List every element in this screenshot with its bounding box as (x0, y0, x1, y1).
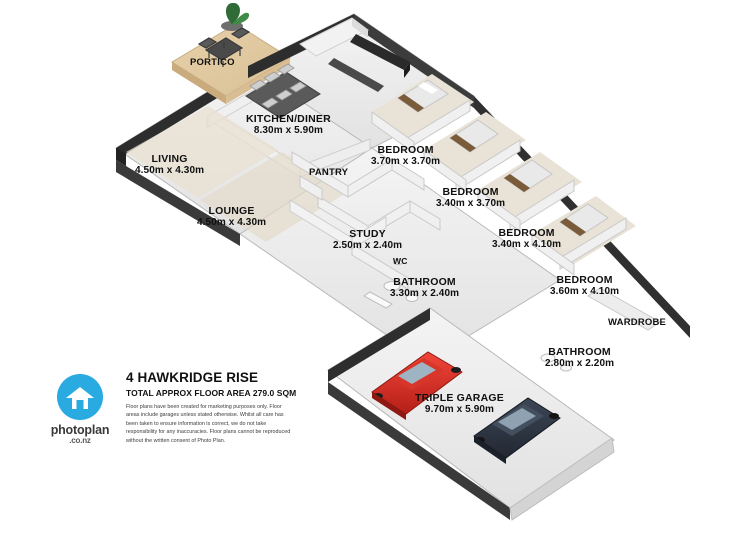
room-name: LIVING (151, 153, 188, 165)
room-dimensions: 2.50m x 2.40m (333, 240, 403, 252)
room-dimensions: 4.50m x 4.30m (197, 217, 267, 229)
room-name: BATHROOM (393, 276, 456, 288)
room-dimensions: 3.70m x 3.70m (371, 156, 441, 168)
room-name: BATHROOM (548, 346, 611, 358)
room-name: BEDROOM (442, 186, 499, 198)
house-glyph (65, 385, 95, 411)
page-title: 4 HAWKRIDGE RISE (126, 370, 259, 385)
room-dimensions: 4.50m x 4.30m (135, 165, 205, 177)
room-dimensions: 3.60m x 4.10m (550, 286, 620, 298)
room-dimensions: 3.30m x 2.40m (390, 288, 460, 300)
room-name: LOUNGE (208, 205, 255, 217)
house-in-circle-icon (57, 374, 103, 420)
room-dimensions: 2.80m x 2.20m (545, 358, 615, 370)
room-dimensions: 8.30m x 5.90m (253, 125, 323, 137)
room-dimensions: 3.40m x 4.10m (492, 239, 562, 251)
room-name: BEDROOM (498, 227, 555, 239)
room-name: TRIPLE GARAGE (415, 392, 504, 404)
info-block (44, 370, 334, 460)
room-name: PANTRY (309, 167, 349, 178)
total-area-text: TOTAL APPROX FLOOR AREA 279.0 SQM (126, 388, 297, 398)
brand-name (44, 424, 116, 446)
room-name: STUDY (349, 228, 386, 240)
room-dimensions: 9.70m x 5.90m (424, 404, 495, 416)
room-dimensions: 3.40m x 3.70m (436, 198, 506, 210)
disclaimer-text: Floor plans have been created for marketing purposes only. Floor areas include garages unless stated otherwise. Whilst all care has been taken to ensure information is correct, we do not take responsibility for any inaccuracies. Floor plans cannot be reproduced without the written consent of Photo Plan. (126, 404, 291, 444)
room-name: BEDROOM (556, 274, 613, 286)
room-name: PORTICO (190, 57, 235, 68)
room-name: BEDROOM (377, 144, 434, 156)
room-name: WC (393, 256, 408, 266)
property-details (126, 370, 331, 445)
room-name: KITCHEN/DINER (246, 113, 331, 125)
room-name: WARDROBE (608, 317, 667, 328)
brand-suffix-text: .co.nz (69, 436, 91, 446)
brand-logo (44, 374, 116, 446)
brand-name-text: photoplan (50, 423, 110, 437)
